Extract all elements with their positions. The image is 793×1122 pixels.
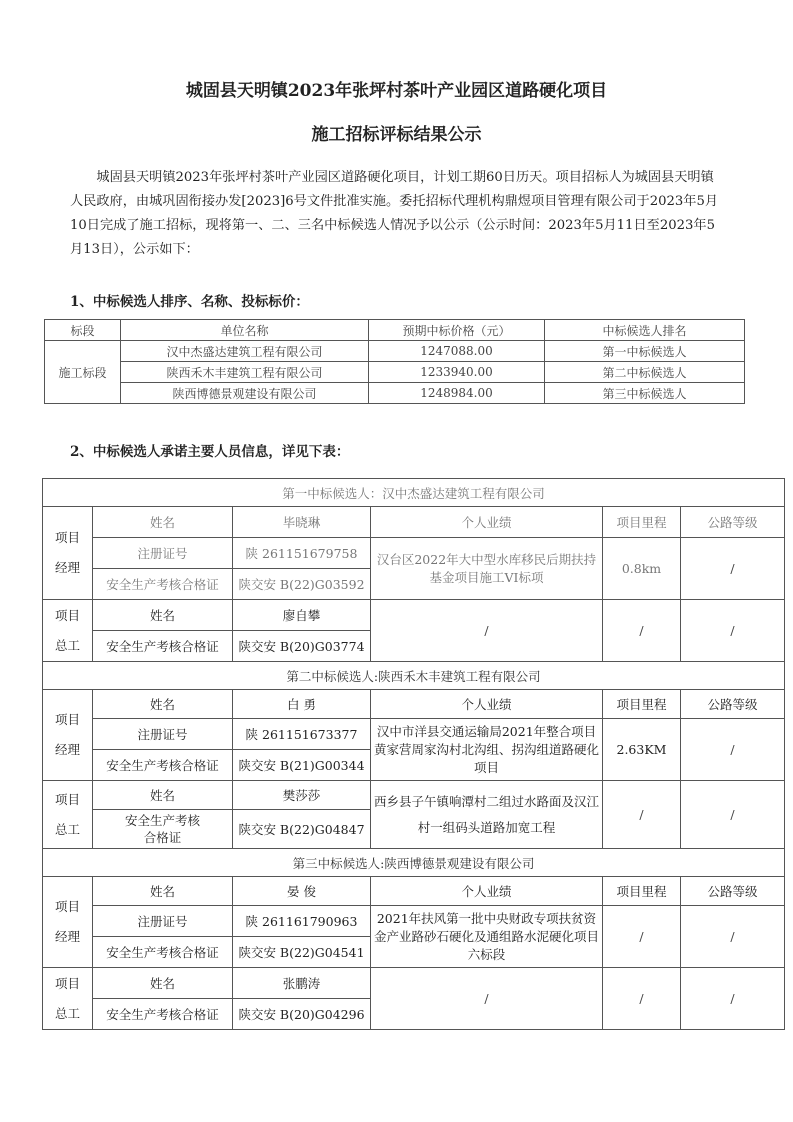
ce-label-a: 项目 [54, 975, 80, 991]
price-cell: 1233940.00 [369, 362, 545, 383]
pm-grade: / [681, 719, 785, 781]
pm-achievement: 汉中市洋县交通运输局2021年整合项目黄家营周家沟村北沟组、拐沟组道路硬化项目 [371, 719, 603, 781]
ce-grade: / [681, 600, 785, 662]
achievement-label: 个人业绩 [371, 507, 603, 538]
ce-mileage: / [603, 968, 681, 1030]
pm-safety: 陕交安 B(22)G03592 [233, 569, 371, 600]
mileage-label: 项目里程 [603, 877, 681, 906]
table-row [45, 383, 745, 404]
pm-name: 白 勇 [233, 690, 371, 719]
bid-ranking-table [44, 319, 745, 404]
name-label: 姓名 [93, 690, 233, 719]
safety-label-b: 合格证 [143, 830, 182, 845]
candidate-2-caption: 第二中标候选人:陕西禾木丰建筑工程有限公司 [43, 662, 785, 690]
document-subtitle: 施工招标评标结果公示 [311, 125, 482, 145]
safety-label: 安全生产考核合格证 [93, 569, 233, 600]
pm-reg: 陕 261161790963 [233, 906, 371, 937]
pm-label-b: 经理 [54, 929, 80, 944]
pm-mileage: / [603, 906, 681, 968]
header-rank: 中标候选人排名 [545, 320, 745, 341]
table-row [45, 341, 745, 362]
pm-achievement: 汉台区2022年大中型水库移民后期扶持基金项目施工VI标项 [371, 538, 603, 600]
pm-safety: 陕交安 B(22)G04541 [233, 937, 371, 968]
table-row [45, 362, 745, 383]
price-cell: 1247088.00 [369, 341, 545, 362]
ce-label [43, 968, 93, 1030]
pm-grade: / [681, 538, 785, 600]
ce-label-b: 总工 [54, 821, 80, 837]
pm-label [43, 690, 93, 781]
company-cell: 陕西禾木丰建筑工程有限公司 [121, 362, 369, 383]
company-cell: 陕西博德景观建设有限公司 [121, 383, 369, 404]
ce-name: 张鹏涛 [233, 968, 371, 999]
pm-grade: / [681, 906, 785, 968]
grade-label: 公路等级 [681, 507, 785, 538]
name-label: 姓名 [93, 600, 233, 631]
safety-label [93, 810, 233, 849]
ce-label-a: 项目 [54, 791, 80, 807]
ce-label-b: 总工 [54, 1005, 80, 1021]
safety-label: 安全生产考核合格证 [93, 999, 233, 1030]
reg-label: 注册证号 [93, 719, 233, 750]
ce-safety: 陕交安 B(22)G04847 [233, 810, 371, 849]
safety-label: 安全生产考核合格证 [93, 631, 233, 662]
ce-name: 廖自攀 [233, 600, 371, 631]
pm-reg: 陕 261151673377 [233, 719, 371, 750]
header-company: 单位名称 [121, 320, 369, 341]
document-title: 城固县天明镇2023年张坪村茶叶产业园区道路硬化项目 [185, 81, 608, 101]
pm-name: 毕晓琳 [233, 507, 371, 538]
intro-paragraph: 城固县天明镇2023年张坪村茶叶产业园区道路硬化项目，计划工期60日历天。项目招标人为城固县天明镇人民政府，由城巩固衔接办发[2023]6号文件批准实施。委托招标代理机构鼎煜项目管理有限公司于2023年5月10日完成了施工招标，现将第一、二、三名中标候选人情况予以公示（公示时间：2023年5月11日至2023年5月13日），公示如下： [70, 170, 719, 257]
mileage-label: 项目里程 [603, 690, 681, 719]
pm-safety: 陕交安 B(21)G00344 [233, 750, 371, 781]
ce-achievement: 西乡县子午镇响潭村二组过水路面及汉江村一组码头道路加宽工程 [371, 781, 603, 849]
ce-label-b: 总工 [54, 637, 80, 653]
candidate-1-caption: 第一中标候选人：汉中杰盛达建筑工程有限公司 [43, 479, 785, 507]
rank-cell: 第二中标候选人 [545, 362, 745, 383]
ce-achievement: / [371, 600, 603, 662]
pm-mileage: 2.63KM [603, 719, 681, 781]
name-label: 姓名 [93, 968, 233, 999]
ce-label-a: 项目 [54, 607, 80, 623]
section-label: 施工标段 [45, 341, 121, 404]
ce-name: 樊莎莎 [233, 781, 371, 810]
ce-label [43, 781, 93, 849]
company-cell: 汉中杰盛达建筑工程有限公司 [121, 341, 369, 362]
personnel-table [42, 478, 785, 1030]
pm-mileage: 0.8km [603, 538, 681, 600]
mileage-label: 项目里程 [603, 507, 681, 538]
candidate-3-caption: 第三中标候选人:陕西博德景观建设有限公司 [43, 849, 785, 877]
ce-grade: / [681, 781, 785, 849]
pm-label [43, 877, 93, 968]
grade-label: 公路等级 [681, 690, 785, 719]
safety-label: 安全生产考核合格证 [93, 750, 233, 781]
rank-cell: 第一中标候选人 [545, 341, 745, 362]
reg-label: 注册证号 [93, 906, 233, 937]
table-header-row [45, 320, 745, 341]
pm-label-b: 经理 [54, 742, 80, 757]
achievement-label: 个人业绩 [371, 690, 603, 719]
section-2-heading: 2、中标候选人承诺主要人员信息，详见下表： [70, 444, 350, 460]
pm-label-b: 经理 [54, 560, 80, 575]
section-1-heading: 1、中标候选人排序、名称、投标标价： [70, 294, 309, 310]
pm-name: 晏 俊 [233, 877, 371, 906]
price-cell: 1248984.00 [369, 383, 545, 404]
reg-label: 注册证号 [93, 538, 233, 569]
ce-safety: 陕交安 B(20)G03774 [233, 631, 371, 662]
ce-achievement: / [371, 968, 603, 1030]
ce-grade: / [681, 968, 785, 1030]
header-price: 预期中标价格（元） [369, 320, 545, 341]
ce-mileage: / [603, 600, 681, 662]
ce-safety: 陕交安 B(20)G04296 [233, 999, 371, 1030]
pm-label-a: 项目 [54, 530, 80, 545]
header-section: 标段 [45, 320, 121, 341]
achievement-label: 个人业绩 [371, 877, 603, 906]
name-label: 姓名 [93, 877, 233, 906]
ce-label [43, 600, 93, 662]
pm-reg: 陕 261151679758 [233, 538, 371, 569]
pm-achievement: 2021年扶风第一批中央财政专项扶贫资金产业路砂石硬化及通组路水泥硬化项目六标段 [371, 906, 603, 968]
pm-label [43, 507, 93, 600]
ce-mileage: / [603, 781, 681, 849]
rank-cell: 第三中标候选人 [545, 383, 745, 404]
pm-label-a: 项目 [54, 899, 80, 914]
safety-label-a: 安全生产考核 [124, 813, 200, 828]
pm-label-a: 项目 [54, 712, 80, 727]
name-label: 姓名 [93, 507, 233, 538]
grade-label: 公路等级 [681, 877, 785, 906]
safety-label: 安全生产考核合格证 [93, 937, 233, 968]
name-label: 姓名 [93, 781, 233, 810]
